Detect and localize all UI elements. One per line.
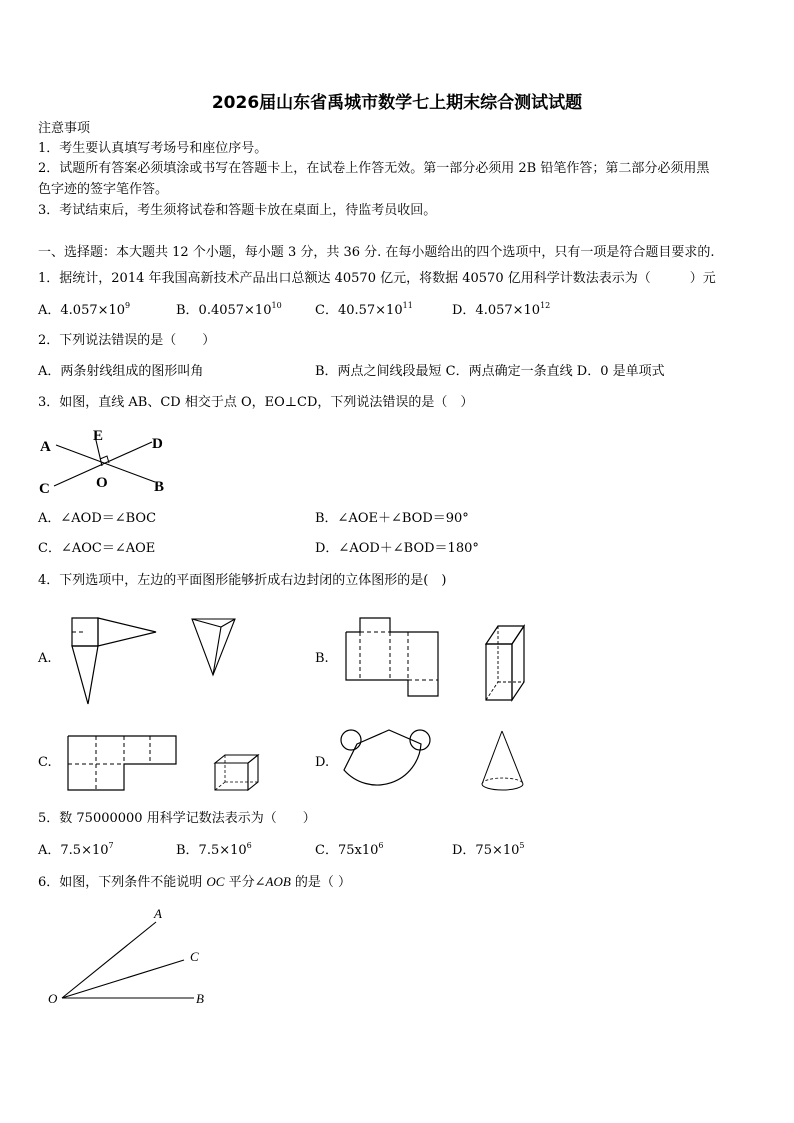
notice-item: 3．考试结束后，考生须将试卷和答题卡放在桌面上，待监考员收回。 [38, 203, 437, 218]
q1-option-d: D．$4.057\times 10^{12}$ [452, 301, 551, 318]
q5-option-c: C．$75x10^6$ [315, 841, 384, 858]
q4-c-net-figure [64, 732, 180, 794]
q5-stem: 5．数 75000000 用科学记数法表示为（ ） [38, 811, 316, 826]
q4-d-cone-figure [478, 728, 528, 798]
q4-b-cuboid-figure [482, 622, 530, 704]
point-a-label: A [154, 906, 162, 921]
q2-options-bcd: B．两点之间线段最短 C．两点确定一条直线 D．0 是单项式 [315, 364, 665, 379]
q1-option-b: B．$0.4057\times 10^{10}$ [176, 301, 282, 318]
q4-stem: 4．下列选项中，左边的平面图形能够折成右边封闭的立体图形的是( ) [38, 573, 447, 588]
point-c-label: C [190, 949, 199, 964]
q1-stem: 1．据统计，2014 年我国高新技术产品出口总额达 40570 亿元，将数据 40570 亿用科学计数法表示为（ ）元 [38, 271, 716, 286]
notice-item: 色字迹的签字笔作答。 [38, 182, 169, 197]
point-c-label: C [39, 481, 50, 497]
q3-option-d: D．∠AOD＋∠BOD＝180° [315, 541, 479, 556]
q3-stem: 3．如图，直线 AB、CD 相交于点 O，EO⊥CD，下列说法错误的是（ ） [38, 395, 474, 410]
q3-figure [30, 422, 180, 502]
point-d-label: D [152, 436, 163, 452]
q4-option-c-label: C. [38, 755, 52, 770]
q5-option-b: B．$7.5\times 10^6$ [176, 841, 252, 858]
q4-option-d-label: D. [315, 755, 330, 770]
q4-option-b-label: B. [315, 651, 329, 666]
section-heading: 一、选择题：本大题共 12 个小题，每小题 3 分，共 36 分. 在每小题给出的四个选项中，只有一项是符合题目要求的. [38, 245, 715, 260]
q1-option-a: A．$4.057\times 10^9$ [38, 301, 131, 318]
q4-a-net-figure [66, 614, 162, 708]
point-e-label: E [93, 428, 104, 444]
notice-item: 1．考生要认真填写考场号和座位序号。 [38, 141, 268, 156]
q2-option-a: A．两条射线组成的图形叫角 [38, 364, 204, 379]
page-title: 2026届山东省禹城市数学七上期末综合测试试题 [211, 93, 583, 113]
notice-heading: 注意事项 [38, 121, 91, 136]
q2-stem: 2．下列说法错误的是（ ） [38, 333, 216, 348]
q3-option-c: C．∠AOC＝∠AOE [38, 541, 156, 556]
point-o-label: O [96, 475, 108, 491]
q4-option-a-label: A. [38, 651, 52, 666]
point-o-label: O [48, 991, 58, 1006]
q3-option-b: B．∠AOE＋∠BOD＝90° [315, 511, 469, 526]
q4-c-cube-figure [212, 752, 262, 794]
q6-stem: 6．如图，下列条件不能说明 OC 平分∠AOB 的是（ ） [38, 874, 352, 890]
point-a-label: A [40, 439, 51, 455]
q1-option-c: C．$40.57\times 10^{11}$ [315, 301, 413, 318]
q4-a-pyramid-figure [187, 612, 247, 678]
q4-d-net-figure [340, 722, 438, 806]
point-b-label: B [154, 479, 165, 495]
point-b-label: B [196, 991, 204, 1006]
q6-figure [40, 902, 220, 1012]
q4-b-net-figure [342, 614, 446, 700]
q5-option-d: D．$75\times 10^5$ [452, 841, 525, 858]
q3-option-a: A．∠AOD＝∠BOC [38, 511, 157, 526]
notice-item: 2．试题所有答案必须填涂或书写在答题卡上，在试卷上作答无效。第一部分必须用 2B 铅笔作答；第二部分必须用黑 [38, 161, 710, 176]
q5-option-a: A．$7.5\times 10^7$ [38, 841, 114, 858]
